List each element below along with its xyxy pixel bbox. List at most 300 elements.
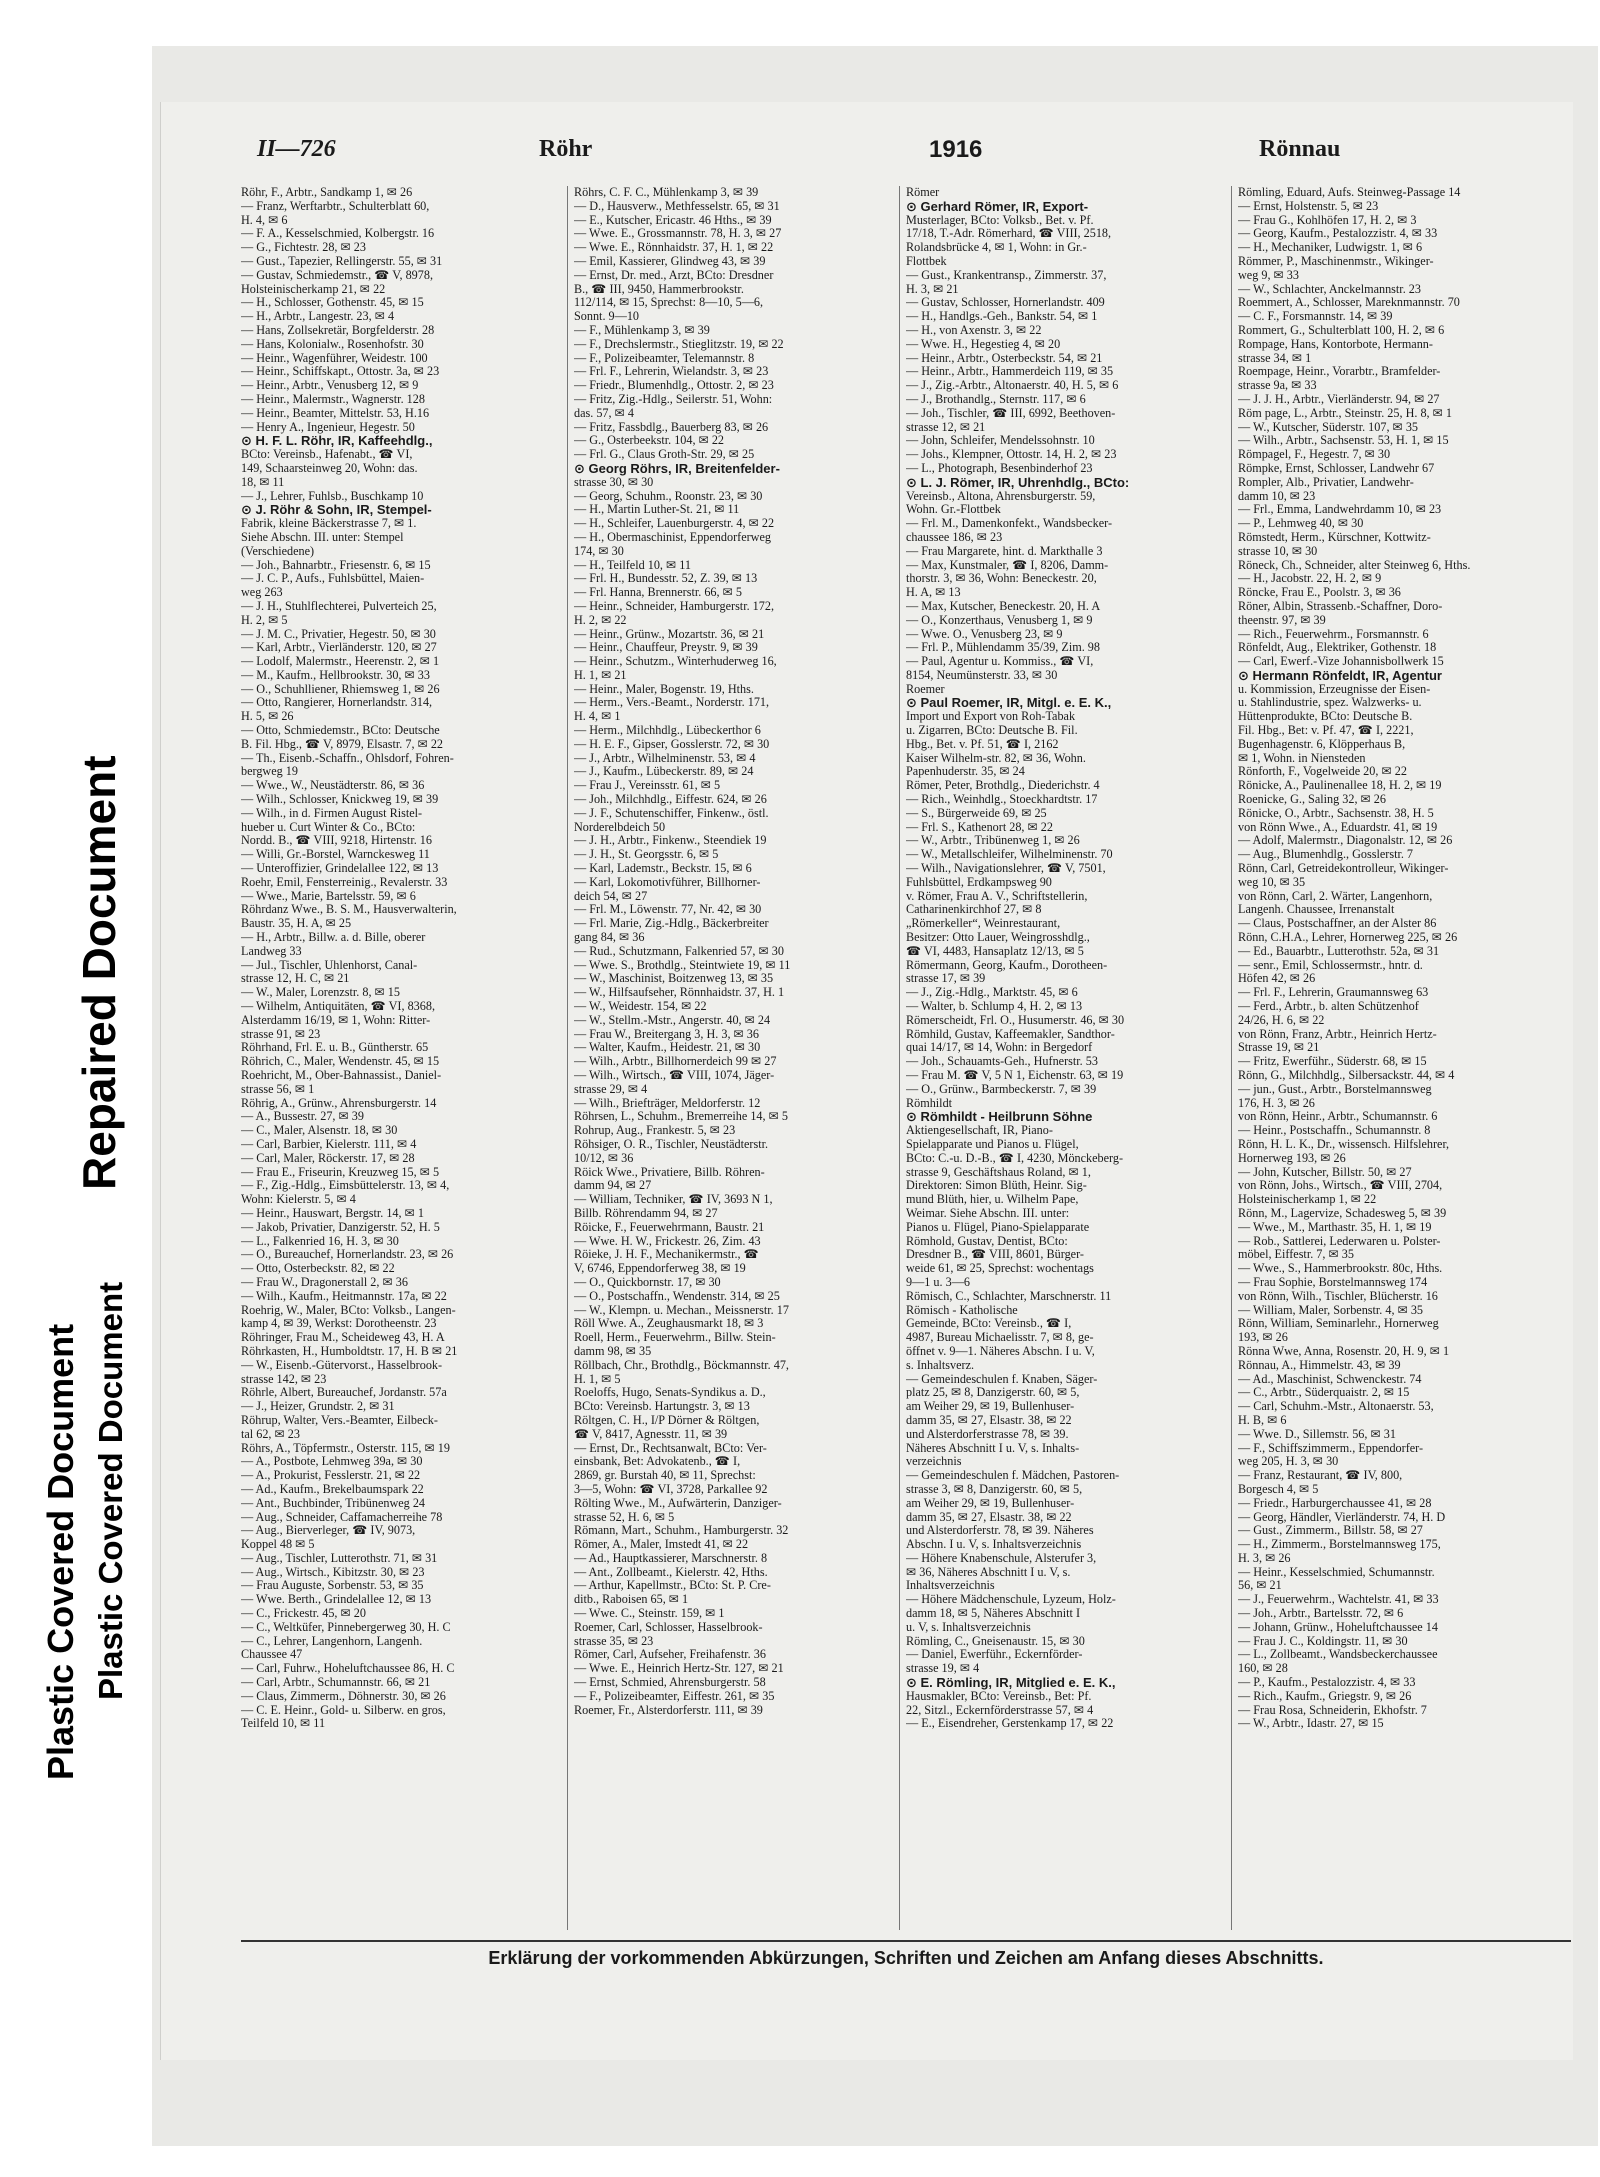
directory-entry: — G., Fichtestr. 28, ✉ 23: [241, 241, 366, 255]
directory-entry: 193, ✉ 26: [1238, 1331, 1288, 1345]
directory-entry: — Ant., Zollbeamt., Kielerstr. 42, Hths.: [574, 1565, 768, 1579]
directory-entry: 160, ✉ 28: [1238, 1662, 1288, 1676]
directory-entry: — Ernst, Holstenstr. 5, ✉ 23: [1238, 199, 1379, 213]
directory-entry: Rönicke, O., Arbtr., Sachsenstr. 38, H. 5: [1238, 806, 1434, 820]
directory-entry: — Heinr., Wagenführer, Weidestr. 100: [241, 351, 428, 365]
abbreviations-note: Erklärung der vorkommenden Abkürzungen, Schriften und Zeichen am Anfang dieses Abschnitts.: [488, 1948, 1324, 1968]
page-header: [239, 136, 1569, 170]
directory-entry: Rolandsbrücke 4, ✉ 1, Wohn: in Gr.-: [906, 241, 1087, 255]
directory-entry: — Gemeindeschulen f. Mädchen, Pastoren-: [906, 1469, 1120, 1483]
directory-entry: — H., Martin Luther-St. 21, ✉ 11: [574, 503, 740, 517]
directory-entry: — E., Eisendreher, Gerstenkamp 17, ✉ 22: [906, 1717, 1114, 1731]
directory-entry: — Fritz, Zig.-Hdlg., Seilerstr. 51, Wohn:: [574, 392, 773, 406]
directory-entry: — H., Teilfeld 10, ✉ 11: [574, 558, 691, 572]
directory-entry: — Franz, Werftarbtr., Schulterblatt 60,: [241, 199, 430, 213]
directory-entry: strasse 52, H. 6, ✉ 5: [574, 1510, 675, 1524]
directory-entry: Römann, Mart., Schuhm., Hamburgerstr. 32: [574, 1524, 789, 1538]
directory-entry: gang 84, ✉ 36: [574, 931, 645, 945]
directory-entry: Rohrup, Aug., Frankestr. 5, ✉ 23: [574, 1124, 736, 1138]
directory-entry: Röhrkasten, H., Humboldtstr. 17, H. B ✉ 21: [241, 1344, 458, 1358]
directory-entry: Roell, Herm., Feuerwehrm., Billw. Stein-: [574, 1331, 776, 1345]
directory-entry: H. 2, ✉ 5: [241, 613, 288, 627]
directory-entry: — Jul., Tischler, Uhlenhorst, Canal-: [241, 958, 418, 972]
directory-entry: — Wwe., Marie, Bartelsstr. 59, ✉ 6: [241, 889, 416, 903]
directory-entry: Rönicke, A., Paulinenallee 18, H. 2, ✉ 19: [1238, 779, 1442, 793]
directory-entry: — C., Maler, Alsenstr. 18, ✉ 30: [241, 1124, 398, 1138]
directory-entry: — Arthur, Kapellmstr., BCto: St. P. Cre-: [574, 1579, 771, 1593]
directory-entry: chaussee 186, ✉ 23: [906, 530, 1003, 544]
directory-entry: — Frl. Marie, Zig.-Hdlg., Bäckerbreiter: [574, 917, 769, 931]
directory-entry: Rompage, Hans, Kontorbote, Hermann-: [1238, 337, 1433, 351]
plastic-covered-label-2: Plastic Covered Document: [92, 1281, 129, 1700]
directory-entry: — Rob., Sattlerei, Lederwaren u. Polster-: [1238, 1234, 1441, 1248]
directory-entry: — J., Zig.-Arbtr., Altonaerstr. 40, H. 5, ✉ 6: [906, 379, 1119, 393]
directory-entry: — Carl, Maler, Röckerstr. 17, ✉ 28: [241, 1151, 415, 1165]
directory-entry: Römpagel, F., Hegestr. 7, ✉ 30: [1238, 448, 1391, 462]
directory-entry: ditb., Raboisen 65, ✉ 1: [574, 1593, 689, 1607]
directory-entry: strasse 30, ✉ 30: [574, 475, 654, 489]
directory-entry: Roehrig, W., Maler, BCto: Volksb., Langen-: [241, 1303, 456, 1317]
directory-entry: — Max, Kutscher, Beneckestr. 20, H. A: [906, 599, 1101, 613]
directory-entry: — Heinr., Grünw., Mozartstr. 36, ✉ 21: [574, 627, 765, 641]
directory-entry: — O., Schuhlliener, Rhiemsweg 1, ✉ 26: [241, 682, 440, 696]
directory-entry: — Johs., Klempner, Ottostr. 14, H. 2, ✉ 23: [906, 448, 1117, 462]
directory-entry: „Römerkeller“, Weinrestaurant,: [906, 917, 1061, 931]
directory-entry: — Ed., Bauarbtr., Lutterothstr. 52a, ✉ 31: [1238, 944, 1440, 958]
directory-entry: Strasse 19, ✉ 21: [1238, 1041, 1320, 1055]
directory-entry: Röhringer, Frau M., Scheideweg 43, H. A: [241, 1331, 445, 1345]
directory-entry: Gemeinde, BCto: Vereinsb., ☎ I,: [906, 1317, 1072, 1331]
directory-entry: — H., Mechaniker, Ludwigstr. 1, ✉ 6: [1238, 241, 1423, 255]
directory-entry: — Frl. S., Kathenort 28, ✉ 22: [906, 820, 1053, 834]
directory-entry: weg 263: [241, 586, 283, 600]
directory-entry: Rönna Wwe, Anna, Rosenstr. 20, H. 9, ✉ 1: [1238, 1344, 1450, 1358]
directory-entry: — Karl, Lademstr., Beckstr. 15, ✉ 6: [574, 862, 752, 876]
directory-entry: Rönn, William, Seminarlehr., Hornerweg: [1238, 1317, 1439, 1331]
directory-entry: Roenicke, G., Saling 32, ✉ 26: [1238, 793, 1386, 807]
directory-entry: Siehe Abschn. III. unter: Stempel: [241, 530, 404, 544]
directory-entry: — Franz, Restaurant, ☎ IV, 800,: [1238, 1469, 1403, 1483]
directory-entry: Römer, A., Maler, Imstedt 41, ✉ 22: [574, 1538, 749, 1552]
directory-entry: — Höhere Mädchenschule, Lyzeum, Holz-: [906, 1593, 1116, 1607]
directory-entry: — J. C. P., Aufs., Fuhlsbüttel, Maien-: [241, 572, 425, 586]
directory-entry: — Ferd., Arbtr., b. alten Schützenhof: [1238, 1000, 1419, 1014]
directory-entry: H. 3, ✉ 26: [1238, 1551, 1291, 1565]
directory-entry: — Heinr., Chauffeur, Preystr. 9, ✉ 39: [574, 641, 758, 655]
directory-entry: — Wwe. Berth., Grindelallee 12, ✉ 13: [241, 1593, 432, 1607]
directory-entry: 149, Schaarsteinweg 20, Wohn: das.: [241, 461, 418, 475]
directory-entry: — Heinr., Maler, Bogenstr. 19, Hths.: [574, 682, 754, 696]
directory-entry: — Friedr., Harburgerchaussee 41, ✉ 28: [1238, 1496, 1432, 1510]
directory-entry: Roehricht, M., Ober-Bahnassist., Daniel-: [241, 1069, 442, 1082]
directory-entry: — F., Drechslermstr., Stieglitzstr. 19, ✉ 22: [574, 337, 784, 351]
directory-entry: — Wwe. E., Rönnhaidstr. 37, H. 1, ✉ 22: [574, 241, 774, 255]
directory-entry: — Frau Rosa, Schneiderin, Ekhofstr. 7: [1238, 1703, 1427, 1717]
directory-entry: — William, Maler, Sorbenstr. 4, ✉ 35: [1238, 1303, 1424, 1317]
directory-entry: — Ernst, Schmied, Ahrensburgerstr. 58: [574, 1676, 766, 1690]
directory-page: [160, 102, 1573, 2060]
directory-entry: hueber u. Curt Winter & Co., BCto:: [241, 820, 416, 834]
directory-entry: Baustr. 35, H. A, ✉ 25: [241, 917, 352, 931]
directory-entry: — Wwe. H., Hegestieg 4, ✉ 20: [906, 337, 1061, 351]
directory-entry: strasse 9, Geschäftshaus Roland, ✉ 1,: [906, 1165, 1091, 1179]
directory-entry: strasse 12, H. C, ✉ 21: [241, 972, 350, 986]
directory-entry: strasse 19, ✉ 4: [906, 1662, 980, 1676]
directory-entry: ⊙ L. J. Römer, IR, Uhrenhdlg., BCto:: [906, 475, 1130, 490]
directory-entry: — C., Weltküfer, Pinnebergerweg 30, H. C: [241, 1620, 451, 1634]
directory-entry: — Aug., Wirtsch., Kibitzstr. 30, ✉ 23: [241, 1565, 425, 1579]
directory-entry: — H., von Axenstr. 3, ✉ 22: [906, 323, 1042, 337]
directory-entry: Röhrle, Albert, Bureauchef, Jordanstr. 57a: [241, 1386, 447, 1400]
directory-entry: — J. H., Arbtr., Finkenw., Steendiek 19: [574, 834, 767, 848]
directory-entry: strasse 35, ✉ 23: [574, 1634, 654, 1648]
directory-entry: Spielapparate und Pianos u. Flügel,: [906, 1137, 1079, 1151]
directory-entry: — Wilh., in d. Firmen August Ristel-: [241, 806, 423, 820]
directory-entry: — J. F., Schutenschiffer, Finkenw., östl.: [574, 806, 769, 820]
footer-divider: [241, 1940, 1571, 1942]
directory-entry: weg 9, ✉ 33: [1238, 268, 1299, 282]
directory-entry: — Wilhelm, Antiquitäten, ☎ VI, 8368,: [241, 1000, 435, 1014]
directory-entry: Röncke, Frau E., Poolstr. 3, ✉ 36: [1238, 586, 1401, 600]
directory-entry: — Jakob, Privatier, Danzigerstr. 52, H. 5: [241, 1220, 440, 1234]
directory-entry: strasse 142, ✉ 23: [241, 1372, 327, 1386]
directory-entry: Import und Export von Roh-Tabak: [906, 710, 1076, 724]
directory-entry: B. Fil. Hbg., ☎ V, 8979, Elsastr. 7, ✉ 22: [241, 737, 444, 751]
directory-entry: Rönforth, F., Vogelweide 20, ✉ 22: [1238, 765, 1407, 779]
directory-entry: 176, H. 3, ✉ 26: [1238, 1096, 1315, 1110]
directory-entry: — Heinr., Malermstr., Wagnerstr. 128: [241, 392, 425, 406]
directory-entry: Direktoren: Simon Blüth, Heinr. Sig-: [906, 1179, 1087, 1193]
directory-entry: Flottbek: [906, 254, 947, 268]
directory-entry: Fabrik, kleine Bäckerstrasse 7, ✉ 1.: [241, 517, 417, 531]
directory-entry: — Unteroffizier, Grindelallee 122, ✉ 13: [241, 862, 439, 876]
directory-entry: — Fritz, Fassbdlg., Bauerberg 83, ✉ 26: [574, 420, 769, 434]
directory-entry: Röm page, L., Arbtr., Steinstr. 25, H. 8, ✉ 1: [1238, 406, 1453, 420]
directory-entry: — C., Arbtr., Süderquaistr. 2, ✉ 15: [1238, 1386, 1410, 1400]
directory-entry: Nordd. B., ☎ VIII, 9218, Hirtenstr. 16: [241, 834, 432, 848]
directory-entry: — H., Jacobstr. 22, H. 2, ✉ 9: [1238, 572, 1382, 586]
directory-entry: Koppel 48 ✉ 5: [241, 1538, 315, 1552]
directory-entry: — Heinr., Postschaffn., Schumannstr. 8: [1238, 1124, 1431, 1138]
directory-entry: Römer: [906, 186, 940, 199]
directory-entry: — W., Maler, Lorenzstr. 8, ✉ 15: [241, 986, 400, 1000]
directory-entry: — Hans, Kolonialw., Rosenhofstr. 30: [241, 337, 424, 351]
directory-entry: — jun., Gust., Arbtr., Borstelmannsweg: [1238, 1082, 1432, 1096]
directory-entry: Landweg 33: [241, 944, 302, 958]
page-number: II—726: [257, 136, 336, 162]
directory-entry: Römstedt, Herm., Kürschner, Kottwitz-: [1238, 530, 1431, 544]
directory-entry: Römisch - Katholische: [906, 1303, 1018, 1317]
directory-entry: weg 10, ✉ 35: [1238, 875, 1306, 889]
directory-entry: einsbank, Bet: Advokatenb., ☎ I,: [574, 1455, 741, 1469]
directory-entry: Musterlager, BCto: Volksb., Bet. v. Pf.: [906, 213, 1094, 227]
directory-entry: — Wwe. E., Grossmannstr. 78, H. 3, ✉ 27: [574, 227, 782, 241]
directory-entry: — Frau M. ☎ V, 5 N 1, Eichenstr. 63, ✉ 19: [906, 1069, 1124, 1082]
directory-entry: — John, Kutscher, Billstr. 50, ✉ 27: [1238, 1165, 1412, 1179]
directory-entry: — Frl. P., Mühlendamm 35/39, Zim. 98: [906, 641, 1100, 655]
directory-entry: — Ad., Hauptkassierer, Marschnerstr. 8: [574, 1551, 768, 1565]
directory-entry: — Wilh., Schlosser, Knickweg 19, ✉ 39: [241, 793, 439, 807]
directory-entry: — D., Hausverw., Methfesselstr. 65, ✉ 31: [574, 199, 780, 213]
directory-entry: — C. E. Heinr., Gold- u. Silberw. en gros,: [241, 1703, 446, 1717]
directory-entry: am Weiher 29, ✉ 19, Bullenhuser-: [906, 1496, 1075, 1510]
directory-entry: — O., Quickbornstr. 17, ✉ 30: [574, 1275, 721, 1289]
directory-entry: Rönn, H. L. K., Dr., wissensch. Hilfslehrer,: [1238, 1137, 1450, 1151]
directory-entry: — Gustav, Schlosser, Hornerlandstr. 409: [906, 296, 1105, 310]
directory-entry: Röllbach, Chr., Brothdlg., Böckmannstr. 47,: [574, 1358, 789, 1372]
directory-entry: 4987, Bureau Michaelisstr. 7, ✉ 8, ge-: [906, 1331, 1094, 1345]
directory-entry: — Gustav, Schmiedemstr., ☎ V, 8978,: [241, 268, 434, 282]
directory-entry: Rönfeldt, Aug., Elektriker, Gothenstr. 18: [1238, 641, 1437, 655]
directory-entry: — Heinr., Hauswart, Bergstr. 14, ✉ 1: [241, 1206, 424, 1220]
directory-entry: von Rönn Wwe., A., Eduardstr. 41, ✉ 19: [1238, 820, 1438, 834]
directory-entry: — J., Zig.-Hdlg., Marktstr. 45, ✉ 6: [906, 986, 1078, 1000]
directory-entry: s. Inhaltsverz.: [906, 1358, 975, 1372]
directory-entry: 9—1 u. 3—6: [906, 1275, 970, 1289]
directory-entry: Wohn. Gr.-Flottbek: [906, 503, 1001, 517]
directory-entry: — Höhere Knabenschule, Alsterufer 3,: [906, 1551, 1097, 1565]
directory-entry: — W., Arbtr., Idastr. 27, ✉ 15: [1238, 1717, 1384, 1731]
directory-entry: ⊙ Hermann Rönfeldt, IR, Agentur: [1238, 668, 1442, 683]
directory-entry: quai 14/17, ✉ 14, Wohn: in Bergedorf: [906, 1041, 1093, 1055]
directory-column-4: [1231, 186, 1556, 1930]
directory-entry: — C., Frickestr. 45, ✉ 20: [241, 1607, 366, 1621]
directory-entry: — S., Bürgerweide 69, ✉ 25: [906, 806, 1047, 820]
directory-entry: — Wwe. H. W., Frickestr. 26, Zim. 43: [574, 1234, 761, 1248]
directory-entry: — H., Schleifer, Lauenburgerstr. 4, ✉ 22: [574, 517, 775, 531]
directory-entry: ⊙ H. F. L. Röhr, IR, Kaffeehdlg.,: [241, 434, 433, 449]
directory-entry: H. B, ✉ 6: [1238, 1413, 1287, 1427]
directory-entry: — Wilh., Kaufm., Heitmannstr. 17a, ✉ 22: [241, 1289, 447, 1303]
directory-entry: Römling, C., Gneisenaustr. 15, ✉ 30: [906, 1634, 1085, 1648]
directory-entry: — Joh., Tischler, ☎ III, 6992, Beethoven-: [906, 406, 1116, 420]
directory-entry: — Daniel, Ewerführ., Eckernförder-: [906, 1648, 1083, 1662]
directory-entry: — F. A., Kesselschmied, Kolbergstr. 16: [241, 227, 435, 241]
directory-entry: Hausmakler, BCto: Vereinsb., Bet: Pf.: [906, 1689, 1092, 1703]
directory-entry: — Max, Kunstmaler, ☎ I, 8206, Damm-: [906, 558, 1109, 572]
directory-entry: Rönn, G., Milchhdlg., Silbersackstr. 44, ✉ 4: [1238, 1069, 1455, 1082]
directory-entry: 22, Sitzl., Eckernförderstrasse 57, ✉ 4: [906, 1703, 1094, 1717]
directory-entry: — W., Kutscher, Süderstr. 107, ✉ 35: [1238, 420, 1419, 434]
directory-entry: — Carl, Ewerf.-Vize Johannisbollwerk 15: [1238, 655, 1444, 669]
directory-entry: — Frau W., Dragonerstall 2, ✉ 36: [241, 1275, 408, 1289]
directory-entry: Römpke, Ernst, Schlosser, Landwehr 67: [1238, 461, 1435, 475]
directory-entry: Norderelbdeich 50: [574, 820, 666, 834]
directory-entry: — Frl. M., Löwenstr. 77, Nr. 42, ✉ 30: [574, 903, 762, 917]
directory-entry: Römisch, C., Schlachter, Marschnerstr. 11: [906, 1289, 1112, 1303]
directory-entry: das. 57, ✉ 4: [574, 406, 634, 420]
directory-entry: Rompler, Alb., Privatier, Landwehr-: [1238, 475, 1414, 489]
directory-entry: Röhrup, Walter, Vers.-Beamter, Eilbeck-: [241, 1413, 438, 1427]
directory-entry: — J., Heizer, Grundstr. 2, ✉ 31: [241, 1400, 395, 1414]
directory-entry: Rölting Wwe., M., Aufwärterin, Danziger-: [574, 1496, 782, 1510]
directory-entry: — W., Arbtr., Tribünenweg 1, ✉ 26: [906, 834, 1080, 848]
directory-entry: (Verschiedene): [241, 544, 315, 558]
directory-entry: — Georg, Schuhm., Roonstr. 23, ✉ 30: [574, 489, 763, 503]
directory-entry: 56, ✉ 21: [1238, 1579, 1282, 1593]
directory-entry: v. Römer, Frau A. V., Schriftstellerin,: [906, 889, 1088, 903]
directory-entry: — Th., Eisenb.-Schaffn., Ohlsdorf, Fohren-: [241, 751, 454, 765]
directory-entry: H. 1, ✉ 5: [574, 1372, 621, 1386]
directory-entry: kamp 4, ✉ 39, Werkst: Dorotheenstr. 23: [241, 1317, 437, 1331]
directory-entry: — Aug., Bierverleger, ☎ IV, 9073,: [241, 1524, 416, 1538]
directory-entry: bergweg 19: [241, 765, 298, 779]
directory-entry: Römhold, Gustav, Dentist, BCto:: [906, 1234, 1068, 1248]
directory-entry: Holsteinischerkamp 21, ✉ 22: [241, 282, 386, 296]
directory-entry: — Paul, Agentur u. Kommiss., ☎ VI,: [906, 655, 1094, 669]
directory-entry: ⊙ J. Röhr & Sohn, IR, Stempel-: [241, 503, 432, 518]
directory-entry: BCto: Vereinsb. Hartungstr. 3, ✉ 13: [574, 1400, 750, 1414]
directory-entry: — Georg, Händler, Vierländerstr. 74, H. D: [1238, 1510, 1446, 1524]
directory-entry: von Rönn, Heinr., Arbtr., Schumannstr. 6: [1238, 1110, 1438, 1124]
directory-entry: — F., Zig.-Hdlg., Eimsbüttelerstr. 13, ✉ 4,: [241, 1179, 450, 1193]
directory-entry: BCto: C.-u. D.-B., ☎ I, 4230, Mönckeberg-: [906, 1151, 1124, 1165]
directory-entry: 10/12, ✉ 36: [574, 1151, 634, 1165]
directory-entry: Röll Wwe. A., Zeughausmarkt 18, ✉ 3: [574, 1317, 764, 1331]
directory-entry: — Frau J. C., Koldingstr. 11, ✉ 30: [1238, 1634, 1408, 1648]
directory-entry: am Weiher 29, ✉ 19, Bullenhuser-: [906, 1400, 1075, 1414]
directory-entry: — Carl, Schuhm.-Mstr., Altonaerstr. 53,: [1238, 1400, 1434, 1414]
directory-entry: Vereinsb., Altona, Ahrensburgerstr. 59,: [906, 489, 1096, 503]
directory-entry: Fil. Hbg., Bet: v. Pf. 47, ☎ I, 2221,: [1238, 724, 1414, 738]
directory-entry: — E., Kutscher, Ericastr. 46 Hths., ✉ 39: [574, 213, 772, 227]
directory-entry: Röner, Albin, Strassenb.-Schaffner, Doro-: [1238, 599, 1443, 613]
directory-entry: — Heinr., Schutzm., Winterhuderweg 16,: [574, 655, 777, 669]
directory-entry: — Johann, Grünw., Hoheluftchaussee 14: [1238, 1620, 1438, 1634]
directory-entry: Borgesch 4, ✉ 5: [1238, 1482, 1319, 1496]
directory-entry: — Frl. G., Claus Groth-Str. 29, ✉ 25: [574, 448, 755, 462]
directory-entry: Römmer, P., Maschinenmstr., Wikinger-: [1238, 254, 1434, 268]
directory-entry: — Otto, Osterbeckstr. 82, ✉ 22: [241, 1262, 395, 1276]
directory-entry: u. Stahlindustrie, spez. Walzwerks- u.: [1238, 696, 1422, 710]
directory-entry: — Carl, Arbtr., Schumannstr. 66, ✉ 21: [241, 1676, 431, 1690]
directory-entry: BCto: Vereinsb., Hafenabt., ☎ VI,: [241, 448, 413, 462]
directory-entry: — Ernst, Dr. med., Arzt, BCto: Dresdner: [574, 268, 774, 282]
directory-entry: 24/26, H. 6, ✉ 22: [1238, 1013, 1325, 1027]
directory-entry: — Karl, Arbtr., Vierländerstr. 120, ✉ 27: [241, 641, 437, 655]
directory-entry: — Willi, Gr.-Borstel, Warnckesweg 11: [241, 848, 430, 862]
directory-entry: — Lodolf, Malermstr., Heerenstr. 2, ✉ 1: [241, 655, 440, 669]
directory-entry: u. Zigarren, BCto: Deutsche B. Fil.: [906, 724, 1078, 738]
directory-entry: — W., Maschinist, Boitzenweg 13, ✉ 35: [574, 972, 774, 986]
directory-entry: — Ant., Buchbinder, Tribünenweg 24: [241, 1496, 426, 1510]
directory-entry: Römer, Peter, Brothdlg., Diederichstr. 4: [906, 779, 1100, 793]
directory-entry: — Aug., Tischler, Lutterothstr. 71, ✉ 31: [241, 1551, 438, 1565]
directory-entry: — Gemeindeschulen f. Knaben, Säger-: [906, 1372, 1098, 1386]
directory-entry: — J., Kaufm., Lübeckerstr. 89, ✉ 24: [574, 765, 754, 779]
directory-entry: — Wwe. E., Heinrich Hertz-Str. 127, ✉ 21: [574, 1662, 784, 1676]
directory-entry: strasse 56, ✉ 1: [241, 1082, 315, 1096]
directory-entry: Röhr, F., Arbtr., Sandkamp 1, ✉ 26: [241, 186, 413, 199]
directory-entry: — Heinr., Kesselschmied, Schumannstr.: [1238, 1565, 1435, 1579]
directory-entry: — M., Kaufm., Hellbrookstr. 30, ✉ 33: [241, 668, 430, 682]
directory-entry: Rönn, Carl, Getreidekontrolleur, Wikinger-: [1238, 862, 1449, 876]
directory-entry: H. 4, ✉ 6: [241, 213, 288, 227]
directory-entry: Rönnau, A., Himmelstr. 43, ✉ 39: [1238, 1358, 1401, 1372]
directory-entry: Röhrhand, Frl. E. u. B., Güntherstr. 65: [241, 1041, 429, 1055]
directory-entry: — Wwe. D., Sillemstr. 56, ✉ 31: [1238, 1427, 1396, 1441]
directory-entry: — F., Schiffszimmerm., Eppendorfer-: [1238, 1441, 1424, 1455]
directory-entry: Röicke, F., Feuerwehrmann, Baustr. 21: [574, 1220, 765, 1234]
directory-entry: — F., Polizeibeamter, Telemannstr. 8: [574, 351, 755, 365]
directory-entry: Röieke, J. H. F., Mechanikermstr., ☎: [574, 1248, 759, 1262]
directory-entry: Roemmert, A., Schlosser, Mareknmannstr. 70: [1238, 296, 1460, 310]
directory-entry: — Walter, Kaufm., Heidestr. 21, ✉ 30: [574, 1041, 761, 1055]
directory-entry: — Heinr., Arbtr., Osterbeckstr. 54, ✉ 21: [906, 351, 1103, 365]
directory-entry: — John, Schleifer, Mendelssohnstr. 10: [906, 434, 1095, 448]
directory-entry: Billb. Röhrendamm 94, ✉ 27: [574, 1206, 718, 1220]
directory-entry: — O., Postschaffn., Wendenstr. 314, ✉ 25: [574, 1289, 780, 1303]
directory-entry: B., ☎ III, 9450, Hammerbrookstr.: [574, 282, 744, 296]
directory-entry: Röhsiger, O. R., Tischler, Neustädterstr.: [574, 1137, 769, 1151]
directory-entry: Röhrs, C. F. C., Mühlenkamp 3, ✉ 39: [574, 186, 759, 199]
directory-entry: Wohn: Kielerstr. 5, ✉ 4: [241, 1193, 356, 1207]
directory-entry: — Aug., Blumenhdlg., Gosslerstr. 7: [1238, 848, 1414, 862]
directory-entry: — C., Lehrer, Langenhorn, Langenh.: [241, 1634, 423, 1648]
directory-entry: Teilfeld 10, ✉ 11: [241, 1717, 326, 1731]
directory-entry: — Heinr., Arbtr., Venusberg 12, ✉ 9: [241, 379, 419, 393]
directory-entry: — Carl, Barbier, Kielerstr. 111, ✉ 4: [241, 1137, 417, 1151]
directory-entry: ⊙ Paul Roemer, IR, Mitgl. e. E. K.,: [906, 696, 1112, 711]
directory-column-1: [241, 186, 559, 1930]
directory-entry: — J., Lehrer, Fuhlsb., Buschkamp 10: [241, 489, 424, 503]
directory-entry: — Wwe., S., Hammerbrookstr. 80c, Hths.: [1238, 1262, 1443, 1276]
directory-entry: — H., Schlosser, Gothenstr. 45, ✉ 15: [241, 296, 424, 310]
directory-entry: — Frl. F., Lehrerin, Graumannsweg 63: [1238, 986, 1429, 1000]
directory-entry: Roemer, Carl, Schlosser, Hasselbrook-: [574, 1620, 763, 1634]
directory-entry: — Rich., Weinhdlg., Stoeckhardtstr. 17: [906, 793, 1098, 807]
directory-entry: — J., Feuerwehrm., Wachtelstr. 41, ✉ 33: [1238, 1593, 1439, 1607]
directory-entry: — W., Hilfsaufseher, Rönnhaidstr. 37, H. 1: [574, 986, 785, 1000]
directory-entry: — Rich., Kaufm., Griegstr. 9, ✉ 26: [1238, 1689, 1412, 1703]
directory-entry: 2869, gr. Burstah 40, ✉ 11, Sprechst:: [574, 1469, 756, 1483]
directory-entry: damm 18, ✉ 5, Näheres Abschnitt I: [906, 1607, 1081, 1621]
directory-entry: — Karl, Lokomotivführer, Billhorner-: [574, 875, 761, 889]
directory-entry: — L., Photograph, Besenbinderhof 23: [906, 461, 1093, 475]
directory-entry: Röick Wwe., Privatiere, Billb. Röhren-: [574, 1165, 765, 1179]
directory-entry: 174, ✉ 30: [574, 544, 624, 558]
directory-entry: — Wilh., Arbtr., Billhornerdeich 99 ✉ 27: [574, 1055, 777, 1069]
directory-entry: möbel, Eiffestr. 7, ✉ 35: [1238, 1248, 1354, 1262]
directory-entry: Hbg., Bet. v. Pf. 51, ☎ I, 2162: [906, 737, 1059, 751]
directory-entry: mund Blüth, hier, u. Wilhelm Pape,: [906, 1193, 1079, 1207]
directory-entry: Roemer, Fr., Alsterdorferstr. 111, ✉ 39: [574, 1703, 763, 1717]
directory-entry: verzeichnis: [906, 1455, 962, 1469]
directory-entry: — F., Polizeibeamter, Eiffestr. 261, ✉ 35: [574, 1689, 775, 1703]
directory-entry: — C. F., Forsmannstr. 14, ✉ 39: [1238, 310, 1393, 324]
directory-entry: — J. H., Stuhlflechterei, Pulverteich 25,: [241, 599, 437, 613]
directory-entry: — H. E. F., Gipser, Gosslerstr. 72, ✉ 30: [574, 737, 770, 751]
directory-entry: — Joh., Arbtr., Bartelsstr. 72, ✉ 6: [1238, 1607, 1404, 1621]
directory-entry: strasse 12, ✉ 21: [906, 420, 986, 434]
directory-entry: — Gust., Tapezier, Rellingerstr. 55, ✉ 31: [241, 254, 443, 268]
directory-entry: — Ad., Maschinist, Schwenckestr. 74: [1238, 1372, 1422, 1386]
directory-entry: — J., Brothandlg., Sternstr. 117, ✉ 6: [906, 392, 1086, 406]
directory-entry: — senr., Emil, Schlossermstr., hntr. d.: [1238, 958, 1423, 972]
directory-entry: — O., Bureauchef, Hornerlandstr. 23, ✉ 26: [241, 1248, 454, 1262]
directory-entry: — Wilh., Briefträger, Meldorferstr. 12: [574, 1096, 761, 1110]
directory-entry: — H., Obermaschinist, Eppendorferweg: [574, 530, 771, 544]
directory-entry: damm 35, ✉ 27, Elsastr. 38, ✉ 22: [906, 1413, 1072, 1427]
directory-entry: — Friedr., Blumenhdlg., Ottostr. 2, ✉ 23: [574, 379, 774, 393]
directory-entry: Röneck, Ch., Schneider, alter Steinweg 6, Hths.: [1238, 558, 1471, 572]
directory-entry: — Wwe. S., Brothdlg., Steintwiete 19, ✉ 11: [574, 958, 791, 972]
directory-entry: — W., Weidestr. 154, ✉ 22: [574, 1000, 707, 1014]
document-status-sidebar: [0, 0, 140, 2177]
directory-entry: — Frl. F., Lehrerin, Wielandstr. 3, ✉ 23: [574, 365, 769, 379]
directory-entry: platz 25, ✉ 8, Danzigerstr. 60, ✉ 5,: [906, 1386, 1080, 1400]
directory-entry: tal 62, ✉ 23: [241, 1427, 300, 1441]
